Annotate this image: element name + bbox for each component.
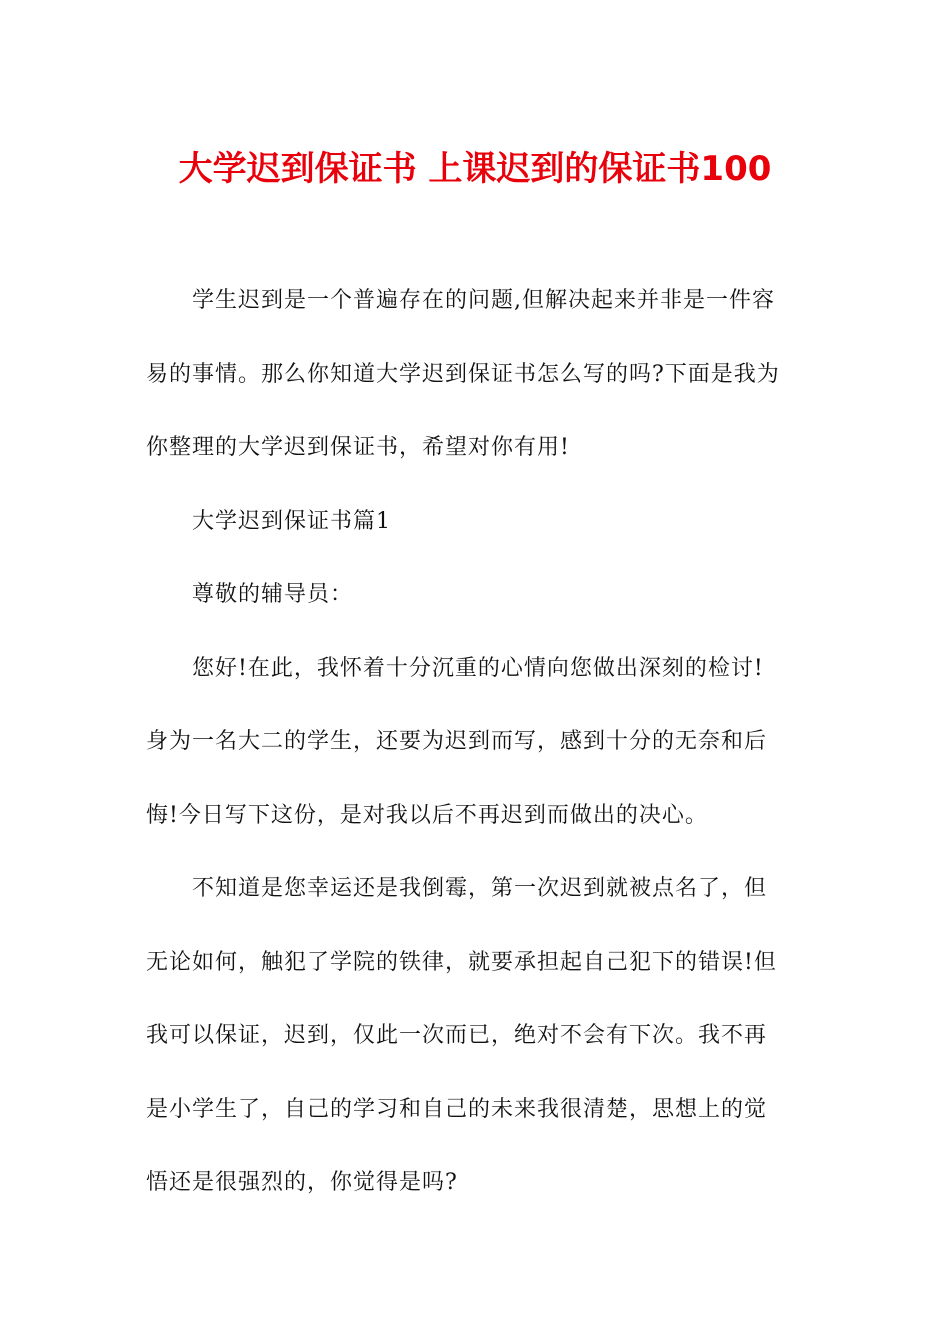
section-heading [146,485,811,559]
paragraph-line: 我可以保证，迟到，仅此一次而已，绝对不会有下次。我不再 [146,1023,768,1048]
paragraph-line: 身为一名大二的学生，还要为迟到而写，感到十分的无奈和后 [146,729,768,754]
intro-paragraph [146,264,811,485]
document-body [146,264,811,1220]
paragraph-line: 悔!今日写下这份，是对我以后不再迟到而做出的决心。 [146,802,708,828]
paragraph-line: 悟还是很强烈的，你觉得是吗? [146,1170,458,1195]
paragraph-line: 大学迟到保证书篇1 [192,508,391,534]
document-title: 大学迟到保证书 上课迟到的保证书100 [178,149,772,189]
salutation [146,558,811,632]
paragraph-line: 无论如何，触犯了学院的铁律，就要承担起自己犯下的错误!但 [146,949,777,975]
paragraph-line: 不知道是您幸运还是我倒霉，第一次迟到就被点名了，但 [192,876,768,901]
paragraph-line: 尊敬的辅导员： [192,582,354,607]
paragraph-line: 易的事情。那么你知道大学迟到保证书怎么写的吗?下面是我为 [146,361,780,387]
paragraph-line: 你整理的大学迟到保证书，希望对你有用! [146,435,570,460]
paragraph-line: 您好!在此，我怀着十分沉重的心情向您做出深刻的检讨! [192,655,764,681]
paragraph-line: 是小学生了，自己的学习和自己的未来我很清楚，思想上的觉 [146,1096,768,1122]
paragraph-line: 学生迟到是一个普遍存在的问题,但解决起来并非是一件容 [192,288,775,313]
body-paragraph [146,632,811,853]
body-paragraph [146,852,811,1220]
